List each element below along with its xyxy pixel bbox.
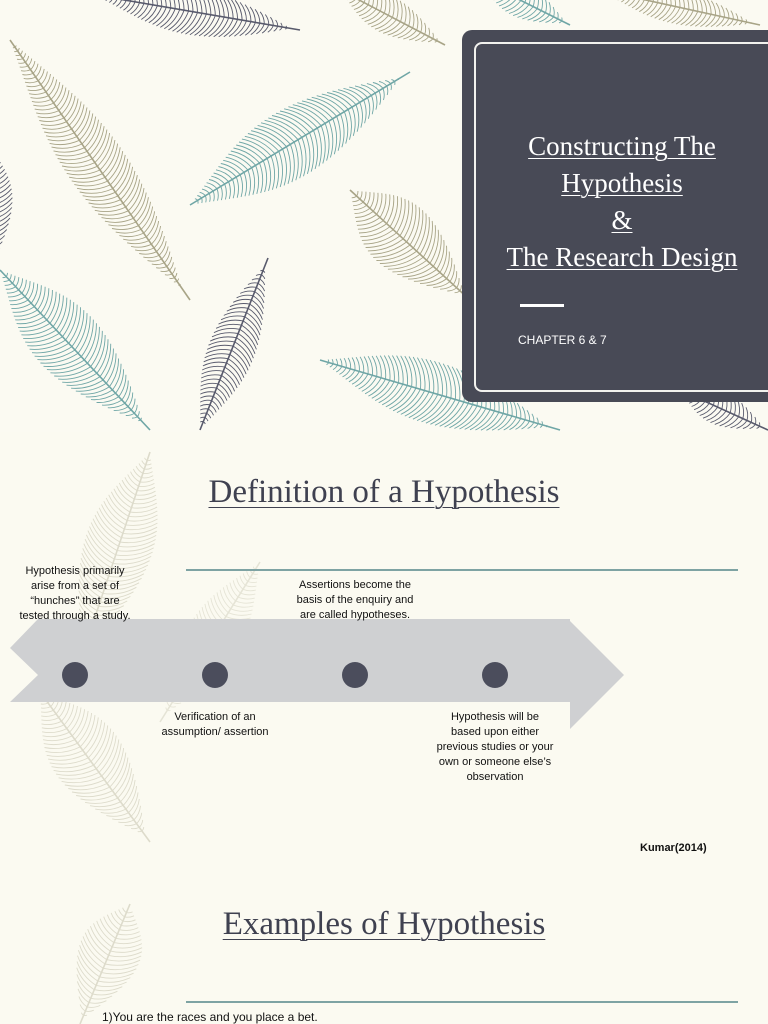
slide-heading: Definition of a Hypothesis (208, 474, 560, 510)
timeline-dot-icon (202, 662, 228, 688)
subtitle: CHAPTER 6 & 7 (518, 333, 607, 347)
timeline-note-3: Assertions become the basis of the enquiry and are called hypotheses. (296, 579, 414, 621)
feather-icon (350, 190, 470, 300)
feather-icon (95, 0, 300, 37)
feather-icon (0, 145, 12, 265)
timeline-dot-icon (482, 662, 508, 688)
definition-slide (0, 432, 768, 864)
timeline-dot-icon (62, 662, 88, 688)
timeline-note-4: Hypothesis will be based upon either previous studies or your own or someone else’s observation (436, 711, 554, 783)
accent-line (186, 1001, 738, 1003)
title-divider (520, 304, 564, 307)
feather-icon (10, 40, 190, 300)
title-slide (0, 0, 768, 432)
feather-icon (340, 0, 445, 45)
title-box (462, 30, 768, 402)
examples-slide (0, 864, 768, 1024)
faded-feather-icon (0, 864, 768, 1024)
feather-icon (190, 72, 410, 205)
feather-icon (600, 0, 760, 27)
list-item: 1)You are the races and you place a bet. (102, 1010, 318, 1024)
timeline-note-1: Hypothesis primarily arise from a set of “hunches” that are tested through a study. (19, 565, 131, 622)
main-title-line: The Research Design (506, 242, 738, 272)
main-title-line: Constructing The (528, 131, 716, 161)
main-title-line: Hypothesis (561, 168, 683, 198)
timeline (0, 432, 768, 864)
main-title-line: & (611, 205, 633, 235)
timeline-note-2: Verification of an assumption/ assertion (161, 711, 269, 738)
title-frame (474, 42, 768, 392)
main-title (476, 128, 768, 276)
feather-icon (200, 258, 268, 430)
feather-icon (0, 270, 150, 430)
slide-heading: Examples of Hypothesis (222, 906, 546, 942)
feather-icon (480, 0, 570, 25)
timeline-dot-icon (342, 662, 368, 688)
citation: Kumar(2014) (640, 842, 707, 854)
